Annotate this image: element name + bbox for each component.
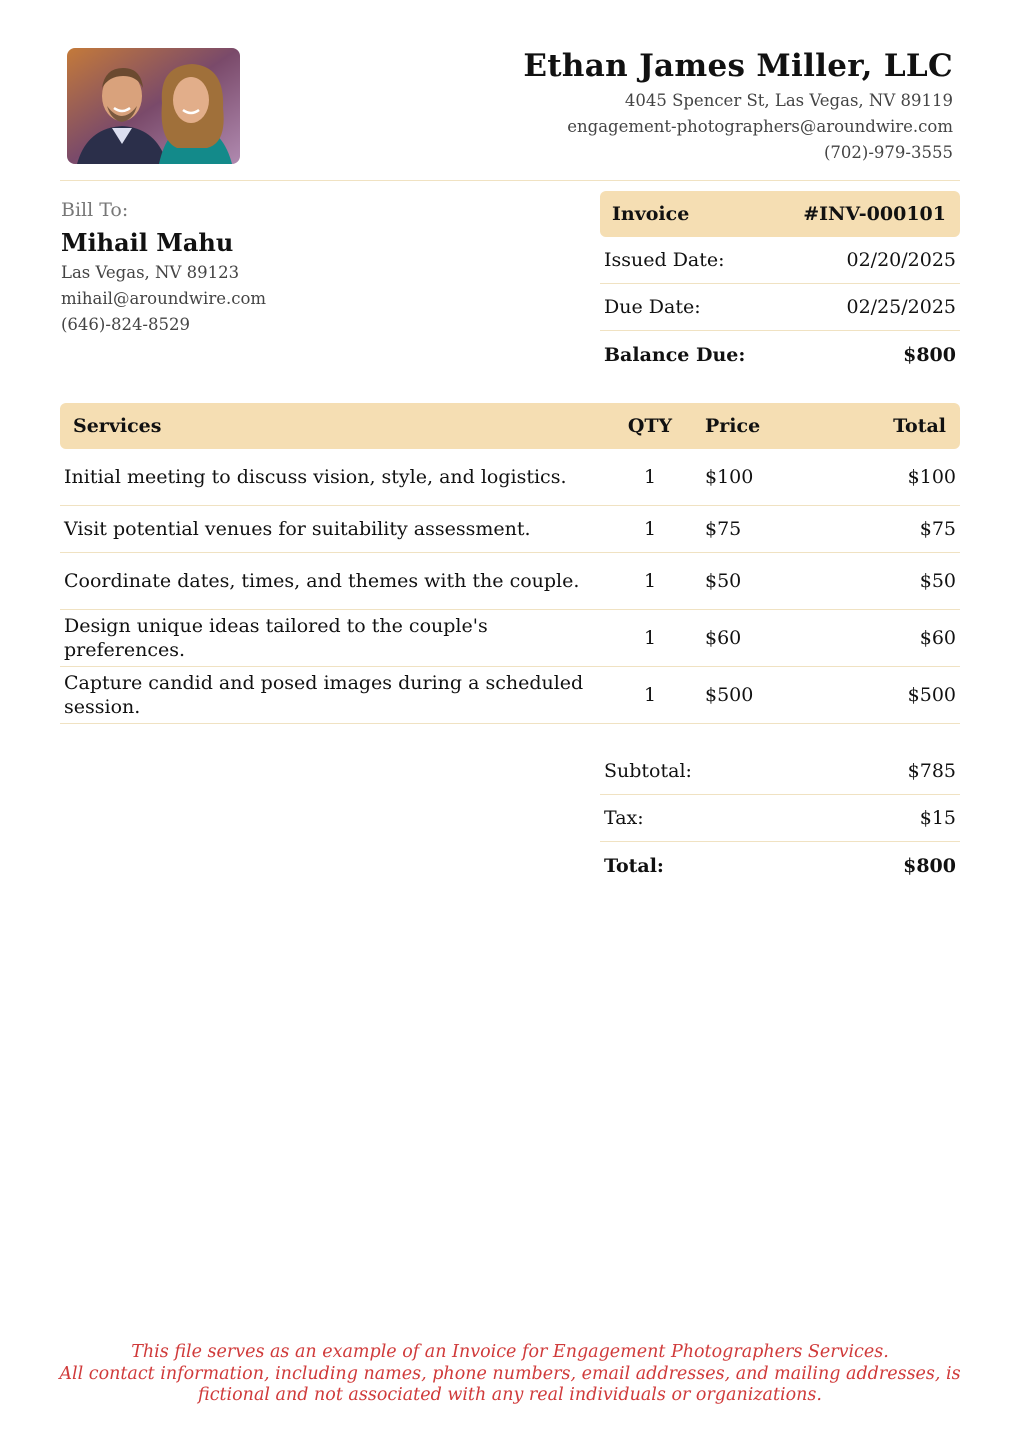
issued-date-value: 02/20/2025 <box>846 249 956 271</box>
bill-to-block <box>61 197 266 338</box>
due-date-row <box>600 284 960 331</box>
client-name: Mihail Mahu <box>61 228 234 257</box>
table-row <box>60 449 960 506</box>
subtotal-label: Subtotal: <box>604 760 692 782</box>
invoice-header <box>600 191 960 237</box>
service-description: Visit potential venues for suitability assessment. <box>64 518 531 540</box>
table-row <box>60 553 960 610</box>
due-date-value: 02/25/2025 <box>846 296 956 318</box>
total-label: Total: <box>604 854 664 877</box>
issued-date-label: Issued Date: <box>604 249 725 271</box>
invoice-summary <box>600 191 960 378</box>
service-total: $500 <box>907 684 956 706</box>
client-address: Las Vegas, NV 89123 <box>61 263 240 282</box>
service-qty: 1 <box>643 570 657 592</box>
service-total: $50 <box>919 570 956 592</box>
table-row <box>60 610 960 667</box>
disclaimer-line: This file serves as an example of an Invoice for Engagement Photographers Services. <box>131 1342 889 1362</box>
service-description: Capture candid and posed images during a scheduled session. <box>64 672 584 718</box>
services-table <box>60 403 960 724</box>
balance-due-label: Balance Due: <box>604 343 746 366</box>
service-qty: 1 <box>643 466 657 488</box>
service-qty: 1 <box>643 518 657 540</box>
disclaimer <box>0 1342 1020 1407</box>
header-price: Price <box>705 415 761 437</box>
balance-due-row <box>600 331 960 378</box>
total-value: $800 <box>903 854 956 877</box>
couple-photo <box>67 48 240 164</box>
service-price: $60 <box>705 627 742 649</box>
total-row <box>600 842 960 889</box>
company-block <box>523 46 953 166</box>
bill-to-label: Bill To: <box>61 199 129 221</box>
tax-row <box>600 795 960 842</box>
invoice-number: #INV-000101 <box>803 203 946 225</box>
header-qty: QTY <box>627 415 673 437</box>
invoice-label: Invoice <box>612 203 690 225</box>
service-price: $75 <box>705 518 742 540</box>
subtotal-value: $785 <box>907 760 956 782</box>
company-phone: (702)-979-3555 <box>823 143 953 162</box>
issued-date-row <box>600 237 960 284</box>
service-qty: 1 <box>643 627 657 649</box>
subtotal-row <box>600 748 960 795</box>
service-total: $60 <box>919 627 956 649</box>
company-address: 4045 Spencer St, Las Vegas, NV 89119 <box>624 91 953 110</box>
services-header <box>60 403 960 449</box>
disclaimer-line: All contact information, including names, phone numbers, email addresses, and mailing addresses, is <box>59 1363 961 1384</box>
header-divider <box>60 180 960 181</box>
service-price: $100 <box>705 466 754 488</box>
service-price: $50 <box>705 570 742 592</box>
company-email: engagement-photographers@aroundwire.com <box>567 117 953 136</box>
service-total: $100 <box>907 466 956 488</box>
service-description: Design unique ideas tailored to the couple's preferences. <box>64 615 488 661</box>
service-description: Coordinate dates, times, and themes with the couple. <box>64 570 580 592</box>
table-row <box>60 667 960 724</box>
client-phone: (646)-824-8529 <box>61 315 191 334</box>
service-qty: 1 <box>643 684 657 706</box>
header-total: Total <box>893 415 946 437</box>
service-total: $75 <box>919 518 956 540</box>
disclaimer-line: fictional and not associated with any real individuals or organizations. <box>198 1385 822 1405</box>
company-name: Ethan James Miller, LLC <box>523 48 953 84</box>
tax-value: $15 <box>919 807 956 829</box>
service-price: $500 <box>705 684 754 706</box>
totals-block <box>600 748 960 889</box>
header-services: Services <box>73 415 162 437</box>
tax-label: Tax: <box>604 807 644 829</box>
table-row <box>60 506 960 553</box>
service-description: Initial meeting to discuss vision, style, and logistics. <box>64 466 567 488</box>
client-email: mihail@aroundwire.com <box>61 289 267 308</box>
balance-due-value: $800 <box>903 343 956 366</box>
due-date-label: Due Date: <box>604 296 701 318</box>
